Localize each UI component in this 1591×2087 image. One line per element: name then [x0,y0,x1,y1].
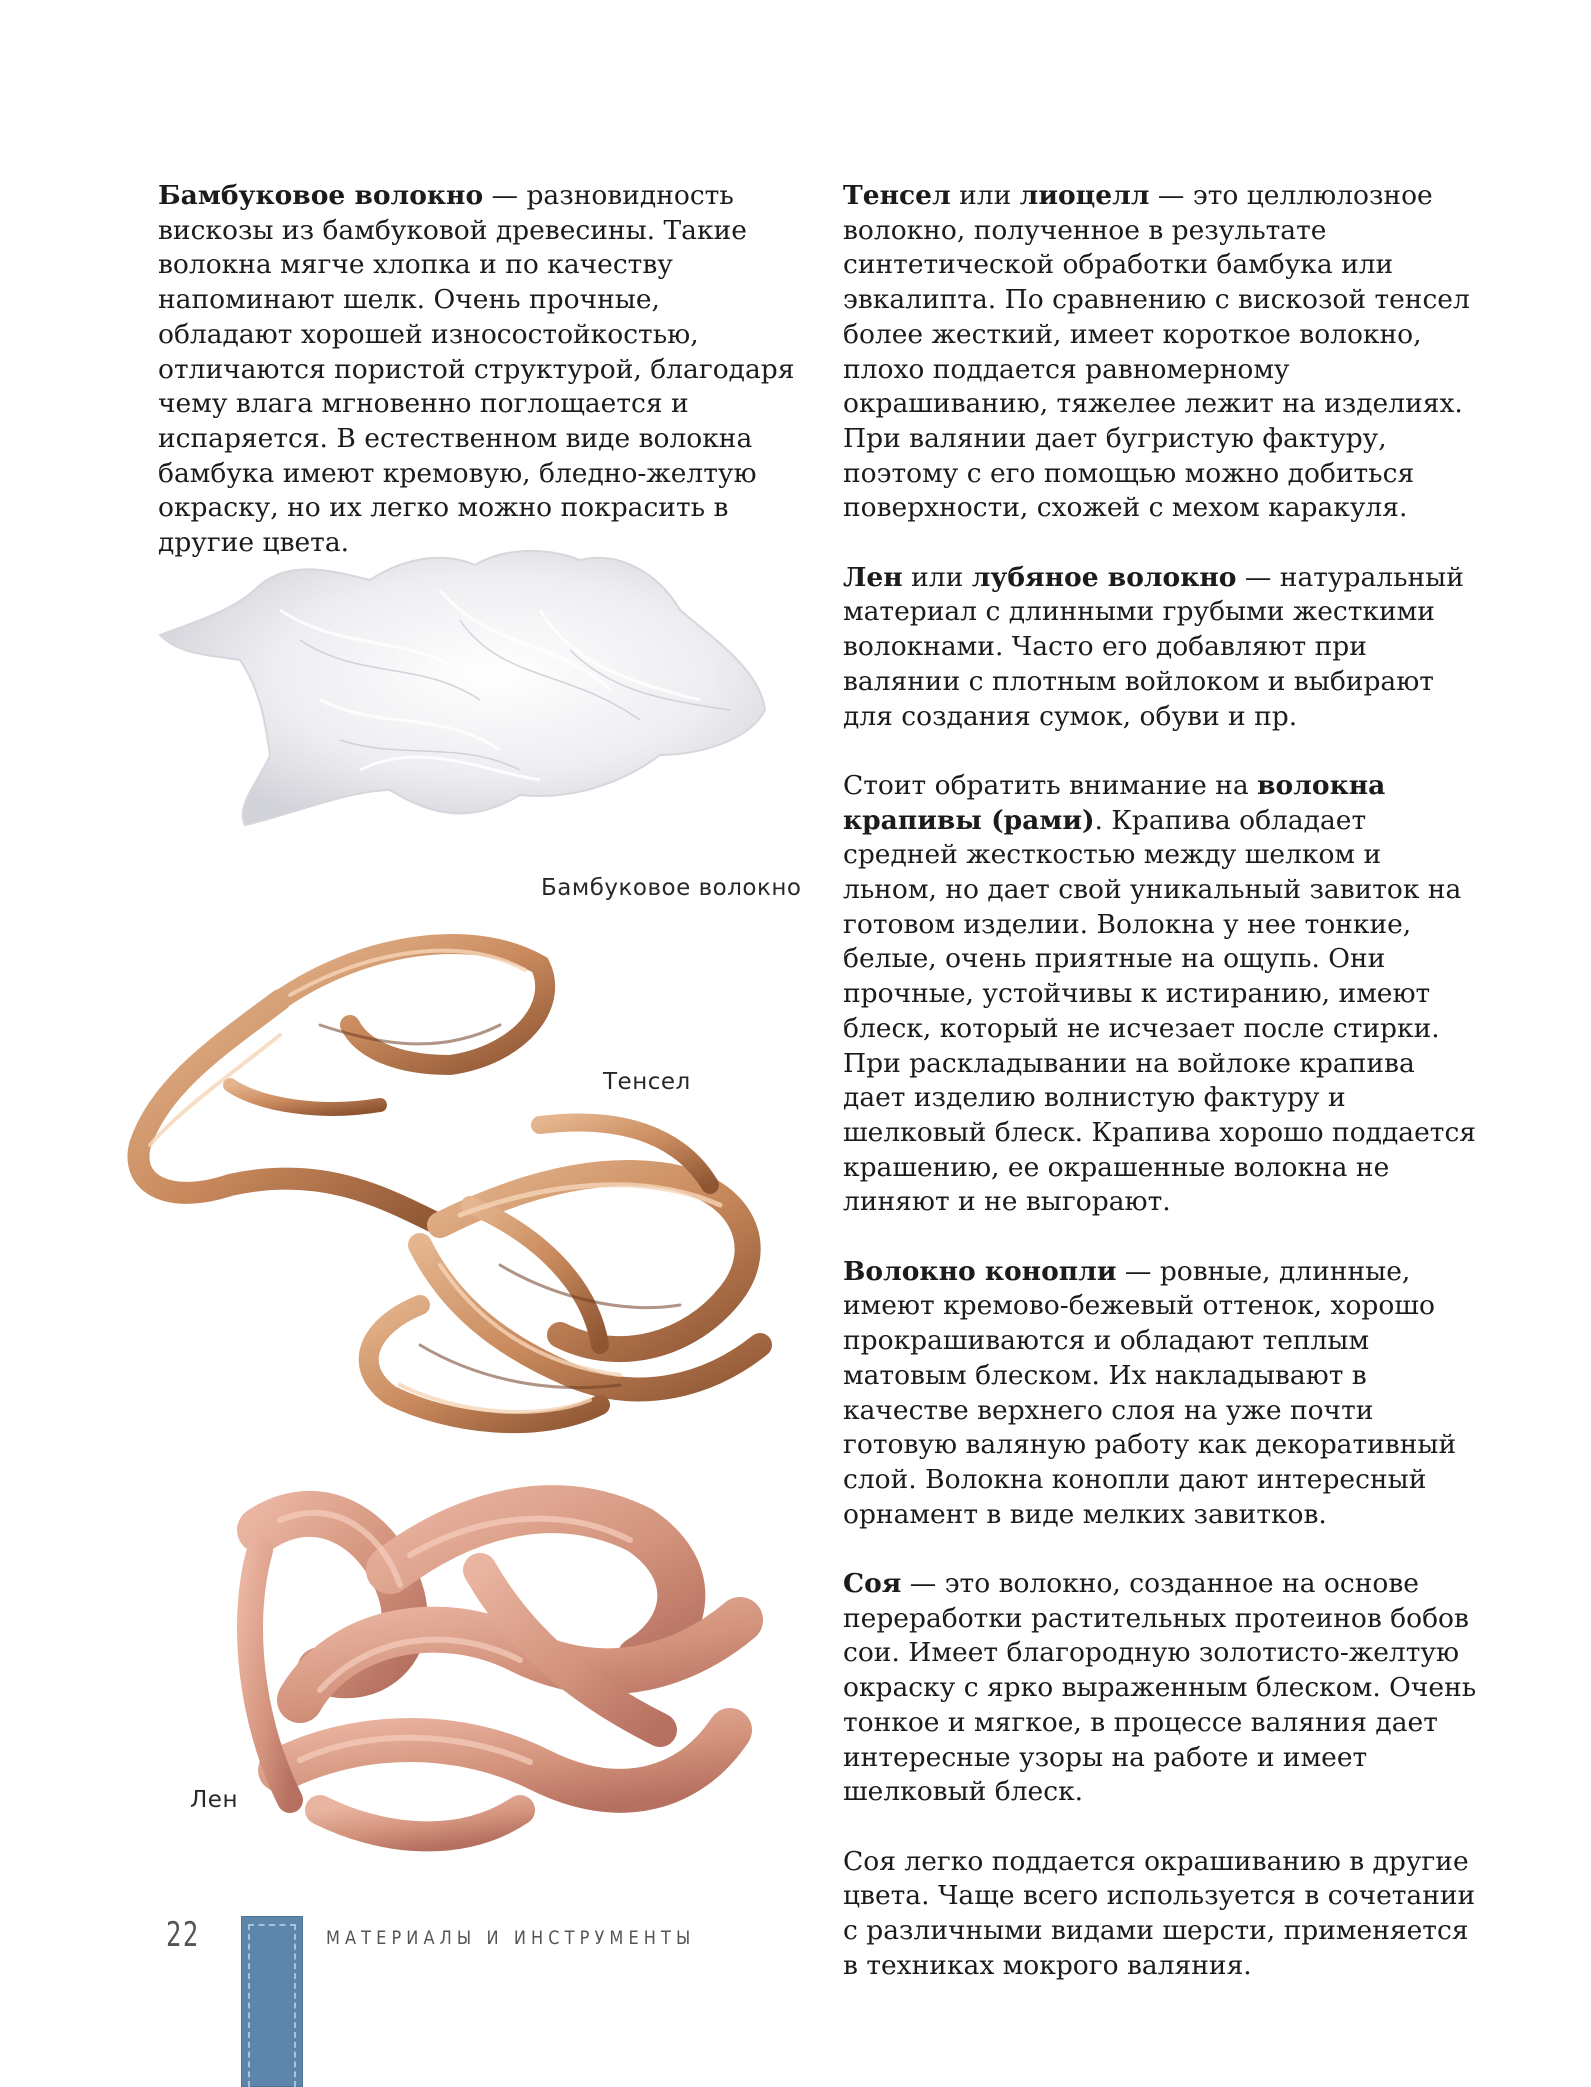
bamboo-fiber-image [140,540,790,830]
flax-paragraph [843,561,1483,735]
nettle-paragraph [843,769,1483,1220]
tencel-description: — это целлюлозное волокно, полученное в результате синтетической обработки бамбука или эвкалипта. По сравнению с вискозой тенсел более жесткий, имеет короткое волокно, плохо поддается равномерному окрашиванию, тяжелее лежит на изделиях. При валянии дает бугристую фактуру, поэтому с его помощью можно добиться поверхности, схожей с мехом каракуля. [843,180,1470,524]
left-column [158,179,796,561]
soy-dyeing-paragraph: Соя легко поддается окрашиванию в другие цвета. Чаще всего используется в сочетании с различными видами шерсти, применяется в техниках мокрого валяния. [843,1845,1476,1981]
tab-stitching [248,1924,296,2087]
lyocell-term: лиоцелл [1019,180,1150,211]
tencel-term: Тенсел [843,180,951,211]
hemp-paragraph [843,1255,1483,1533]
soy-description: — это волокно, созданное на основе переработки растительных протеинов бобов сои. Имеет благородную золотисто-желтую окраску с ярко выраженным блеском. Очень тонкое и мягкое, в процессе валяния дает интересные узоры на работе и имеет шелковый блеск. [843,1568,1477,1808]
bamboo-caption: Бамбуковое волокно [541,875,802,901]
hemp-term: Волокно конопли [843,1255,1117,1287]
nettle-intro: Стоит обратить внимание на [843,769,1258,801]
bast-term: лубяное волокно [971,561,1237,593]
flax-connector: или [902,561,972,593]
page-number: 22 [166,1915,200,1955]
hemp-description: — ровные, длинные, имеют кремово-бежевый оттенок, хорошо прокрашиваются и обладают теплым матовым блеском. Их накладывают в качестве верхнего слоя на уже почти готовую валяную работу как декоративный слой. Волокна конопли дают интересный орнамент в виде мелких завитков. [843,1255,1457,1530]
tencel-connector: или [950,180,1020,211]
bamboo-paragraph [158,179,796,561]
flax-description: — натуральный материал с длинными грубыми жесткими волокнами. Часто его добавляют при валянии с плотным войлоком и выбирают для создания сумок, обуви и пр. [843,561,1464,732]
bamboo-term: Бамбуковое волокно [158,180,484,211]
section-tab [241,1916,303,2087]
soy-term: Соя [843,1568,902,1600]
flax-fiber-image [220,1470,780,1870]
flax-caption: Лен [190,1787,238,1813]
soy-paragraph [843,1567,1483,1810]
bamboo-description: — разновидность вискозы из бамбуковой древесины. Такие волокна мягче хлопка и по качеству напоминают шелк. Очень прочные, обладают хорошей износостойкостью, отличаются пористой структурой, благодаря чему влага мгновенно поглощается и испаряется. В естественном виде волокна бамбука имеют кремовую, бледно-желтую окраску, но их легко можно покрасить в другие цвета. [158,180,795,559]
nettle-description: . Крапива обладает средней жесткостью между шелком и льном, но дает свой уникальный завиток на готовом изделии. Волокна у нее тонкие, белые, очень приятные на ощупь. Они прочные, устойчивы к истиранию, имеют блеск, который не исчезает после стирки. При раскладывании на войлоке крапива дает изделию волнистую фактуру и шелковый блеск. Крапива хорошо поддается крашению, ее окрашенные волокна не линяют и не выгорают. [843,804,1477,1218]
tencel-fiber-image [120,905,810,1460]
section-title: МАТЕРИАЛЫ И ИНСТРУМЕНТЫ [326,1927,696,1949]
nettle-term: волокна крапивы (рами) [843,769,1386,836]
tencel-caption: Тенсел [603,1069,691,1095]
right-column [843,179,1483,2018]
tencel-paragraph [843,179,1483,526]
flax-term: Лен [843,561,903,593]
